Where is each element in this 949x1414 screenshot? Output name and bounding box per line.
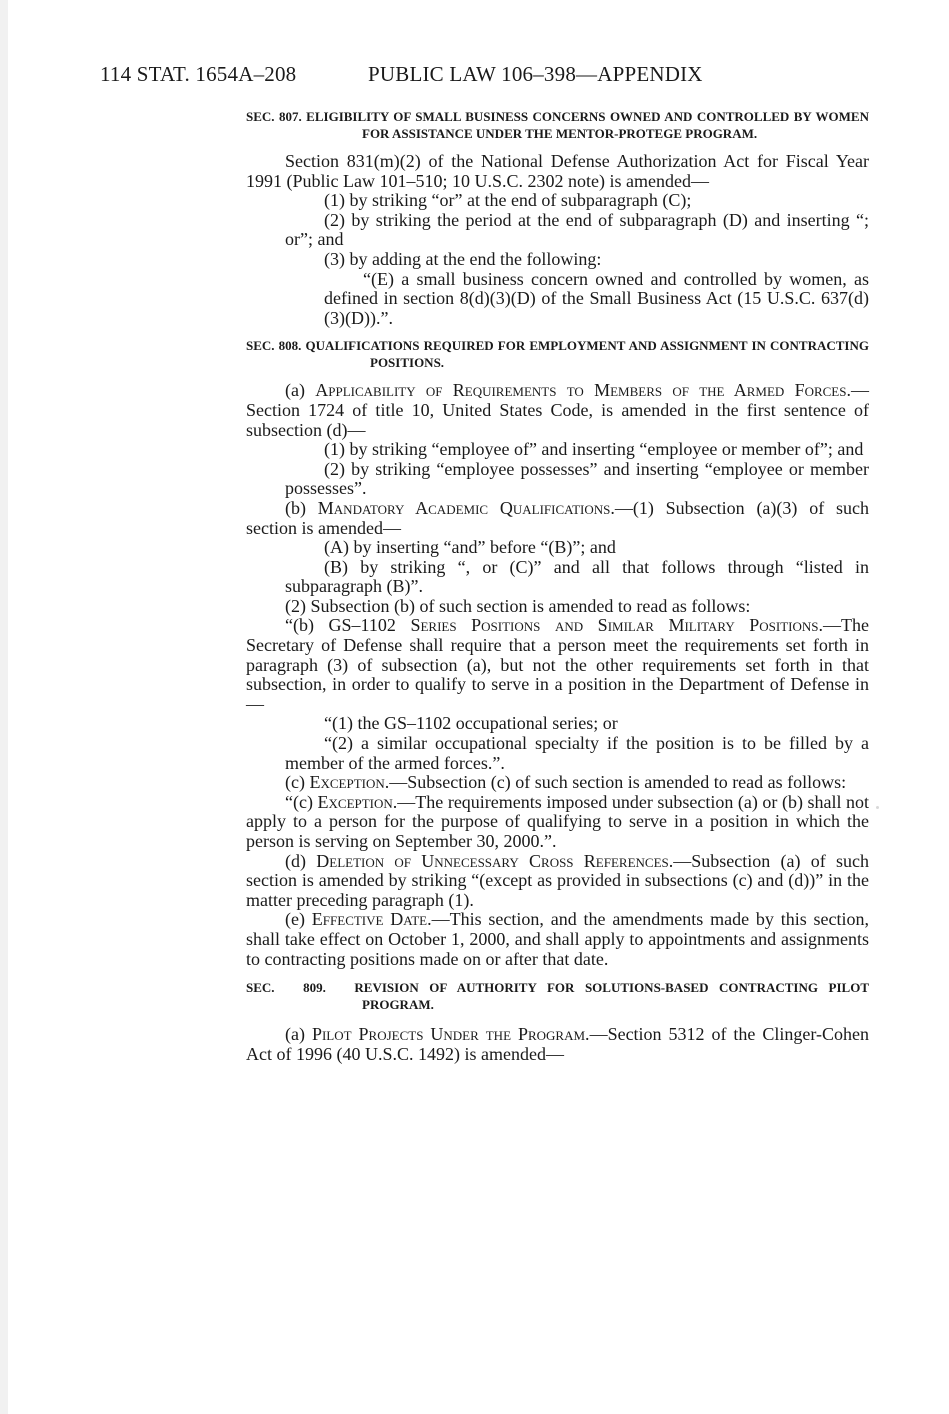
subsection-a-title: Applicability of Requirements to Members of the Armed Forces. <box>315 380 851 401</box>
section-808-b-quoted <box>246 616 869 714</box>
section-808-b-para-B: (B) by striking “, or (C)” and all that follows through “listed in subparagraph (B)”. <box>285 556 869 597</box>
section-808-subsection-e <box>246 910 869 969</box>
quoted-c-label: “(c) <box>285 791 318 812</box>
subsection-b-text: —(1) Subsection (a)(3) of such section is amended— <box>246 497 869 538</box>
public-law-title: PUBLIC LAW 106–398—APPENDIX <box>368 62 703 86</box>
scan-edge <box>0 0 8 1414</box>
section-808-c-quoted <box>246 793 869 852</box>
subsection-809a-label: (a) <box>285 1024 312 1045</box>
subsection-d-text: —Subsection (a) of such section is amended by striking “(except as provided in subsections (c) and (d))” in the matter preceding paragraph (1). <box>246 850 869 910</box>
section-808-heading: SEC. 808. QUALIFICATIONS REQUIRED FOR EMPLOYMENT AND ASSIGNMENT IN CONTRACTING POSITIONS. <box>246 338 869 370</box>
section-808-a-para-2: (2) by striking “employee possesses” and inserting “employee or member possesses”. <box>285 458 869 499</box>
section-807-quoted-text: “(E) a small business concern owned and controlled by women, as defined in section 8(d)(3)(D) of the Small Business Act (15 U.S.C. 637(d)(3)(D)).”. <box>324 268 869 328</box>
section-807-para-2: (2) by striking the period at the end of subparagraph (D) and inserting “; or”; and <box>285 209 869 250</box>
subsection-c-title: Exception. <box>309 772 390 793</box>
quoted-c-title: Exception. <box>317 791 398 812</box>
section-808-b-quoted-1: “(1) the GS–1102 occupational series; or <box>324 713 618 734</box>
section-807-para-1: (1) by striking “or” at the end of subparagraph (C); <box>324 190 692 211</box>
subsection-809a-title: Pilot Projects Under the Program. <box>311 1024 590 1045</box>
subsection-c-text: —Subsection (c) of such section is amended to read as follows: <box>389 772 847 793</box>
section-807-intro: Section 831(m)(2) of the National Defense Authorization Act for Fiscal Year 1991 (Public Law 101–510; 10 U.S.C. 2302 note) is amended— <box>246 151 869 191</box>
page-header <box>100 62 800 87</box>
section-807-heading: SEC. 807. ELIGIBILITY OF SMALL BUSINESS CONCERNS OWNED AND CONTROLLED BY WOMEN FOR ASSISTANCE UNDER THE MENTOR-PROTEGE PROGRAM. <box>246 109 869 141</box>
subsection-c-label: (c) <box>285 772 310 793</box>
subsection-e-label: (e) <box>285 909 312 930</box>
section-808-subsection-c <box>246 773 869 793</box>
section-809-title: REVISION OF AUTHORITY FOR SOLUTIONS-BASED CONTRACTING PILOT PROGRAM. <box>354 980 870 1012</box>
section-808-b-quoted-2: “(2) a similar occupational specialty if the position is to be filled by a member of the armed forces.”. <box>285 733 869 773</box>
quoted-c-text: —The requirements imposed under subsection (a) or (b) shall not apply to a person for the purpose of qualifying to serve in a position in which the person is serving on September 30, 2000.”. <box>246 791 870 851</box>
section-808-b-para-A: (A) by inserting “and” before “(B)”; and <box>324 537 616 558</box>
section-808-b-para-2: (2) Subsection (b) of such section is amended to read as follows: <box>285 595 751 616</box>
quoted-b-text: —The Secretary of Defense shall require that a person meet the requirements set forth in paragraph (3) of subsection (a), but not the other requirements set forth in that subsection, in order to qualify to serve in a position in the Department of Defense in— <box>246 615 869 714</box>
subsection-d-title: Deletion of Unnecessary Cross References. <box>316 850 674 871</box>
scan-speck <box>876 806 879 809</box>
subsection-a-label: (a) <box>285 380 316 401</box>
document-body <box>246 109 869 1064</box>
section-809-heading <box>246 980 869 1013</box>
section-808-a-para-1: (1) by striking “employee of” and inserting “employee or member of”; and <box>324 439 864 460</box>
stat-citation: 114 STAT. 1654A–208 <box>100 62 297 86</box>
section-808-subsection-b <box>246 499 869 538</box>
subsection-b-title: Mandatory Academic Qualifications. <box>317 497 615 518</box>
quoted-b-label: “(b) <box>285 615 329 636</box>
section-808-subsection-d <box>246 852 869 911</box>
section-807-para-3: (3) by adding at the end the following: <box>324 248 602 269</box>
section-808-subsection-a <box>246 381 869 440</box>
subsection-a-text: —Section 1724 of title 10, United States Code, is amended in the first sentence of subsection (d)— <box>246 380 869 440</box>
quoted-b-title: GS–1102 Series Positions and Similar Military Positions. <box>328 615 824 636</box>
subsection-e-text: —This section, and the amendments made by this section, shall take effect on October 1, 2000, and shall apply to appointments and assignments to contracting positions made on or after that date. <box>246 909 869 969</box>
subsection-d-label: (d) <box>285 850 317 871</box>
section-809-subsection-a <box>246 1025 869 1064</box>
subsection-e-title: Effective Date. <box>311 909 432 930</box>
subsection-809a-text: —Section 5312 of the Clinger-Cohen Act of 1996 (40 U.S.C. 1492) is amended— <box>246 1024 869 1064</box>
section-809-number: SEC. 809. <box>246 980 326 996</box>
subsection-b-label: (b) <box>285 497 318 518</box>
